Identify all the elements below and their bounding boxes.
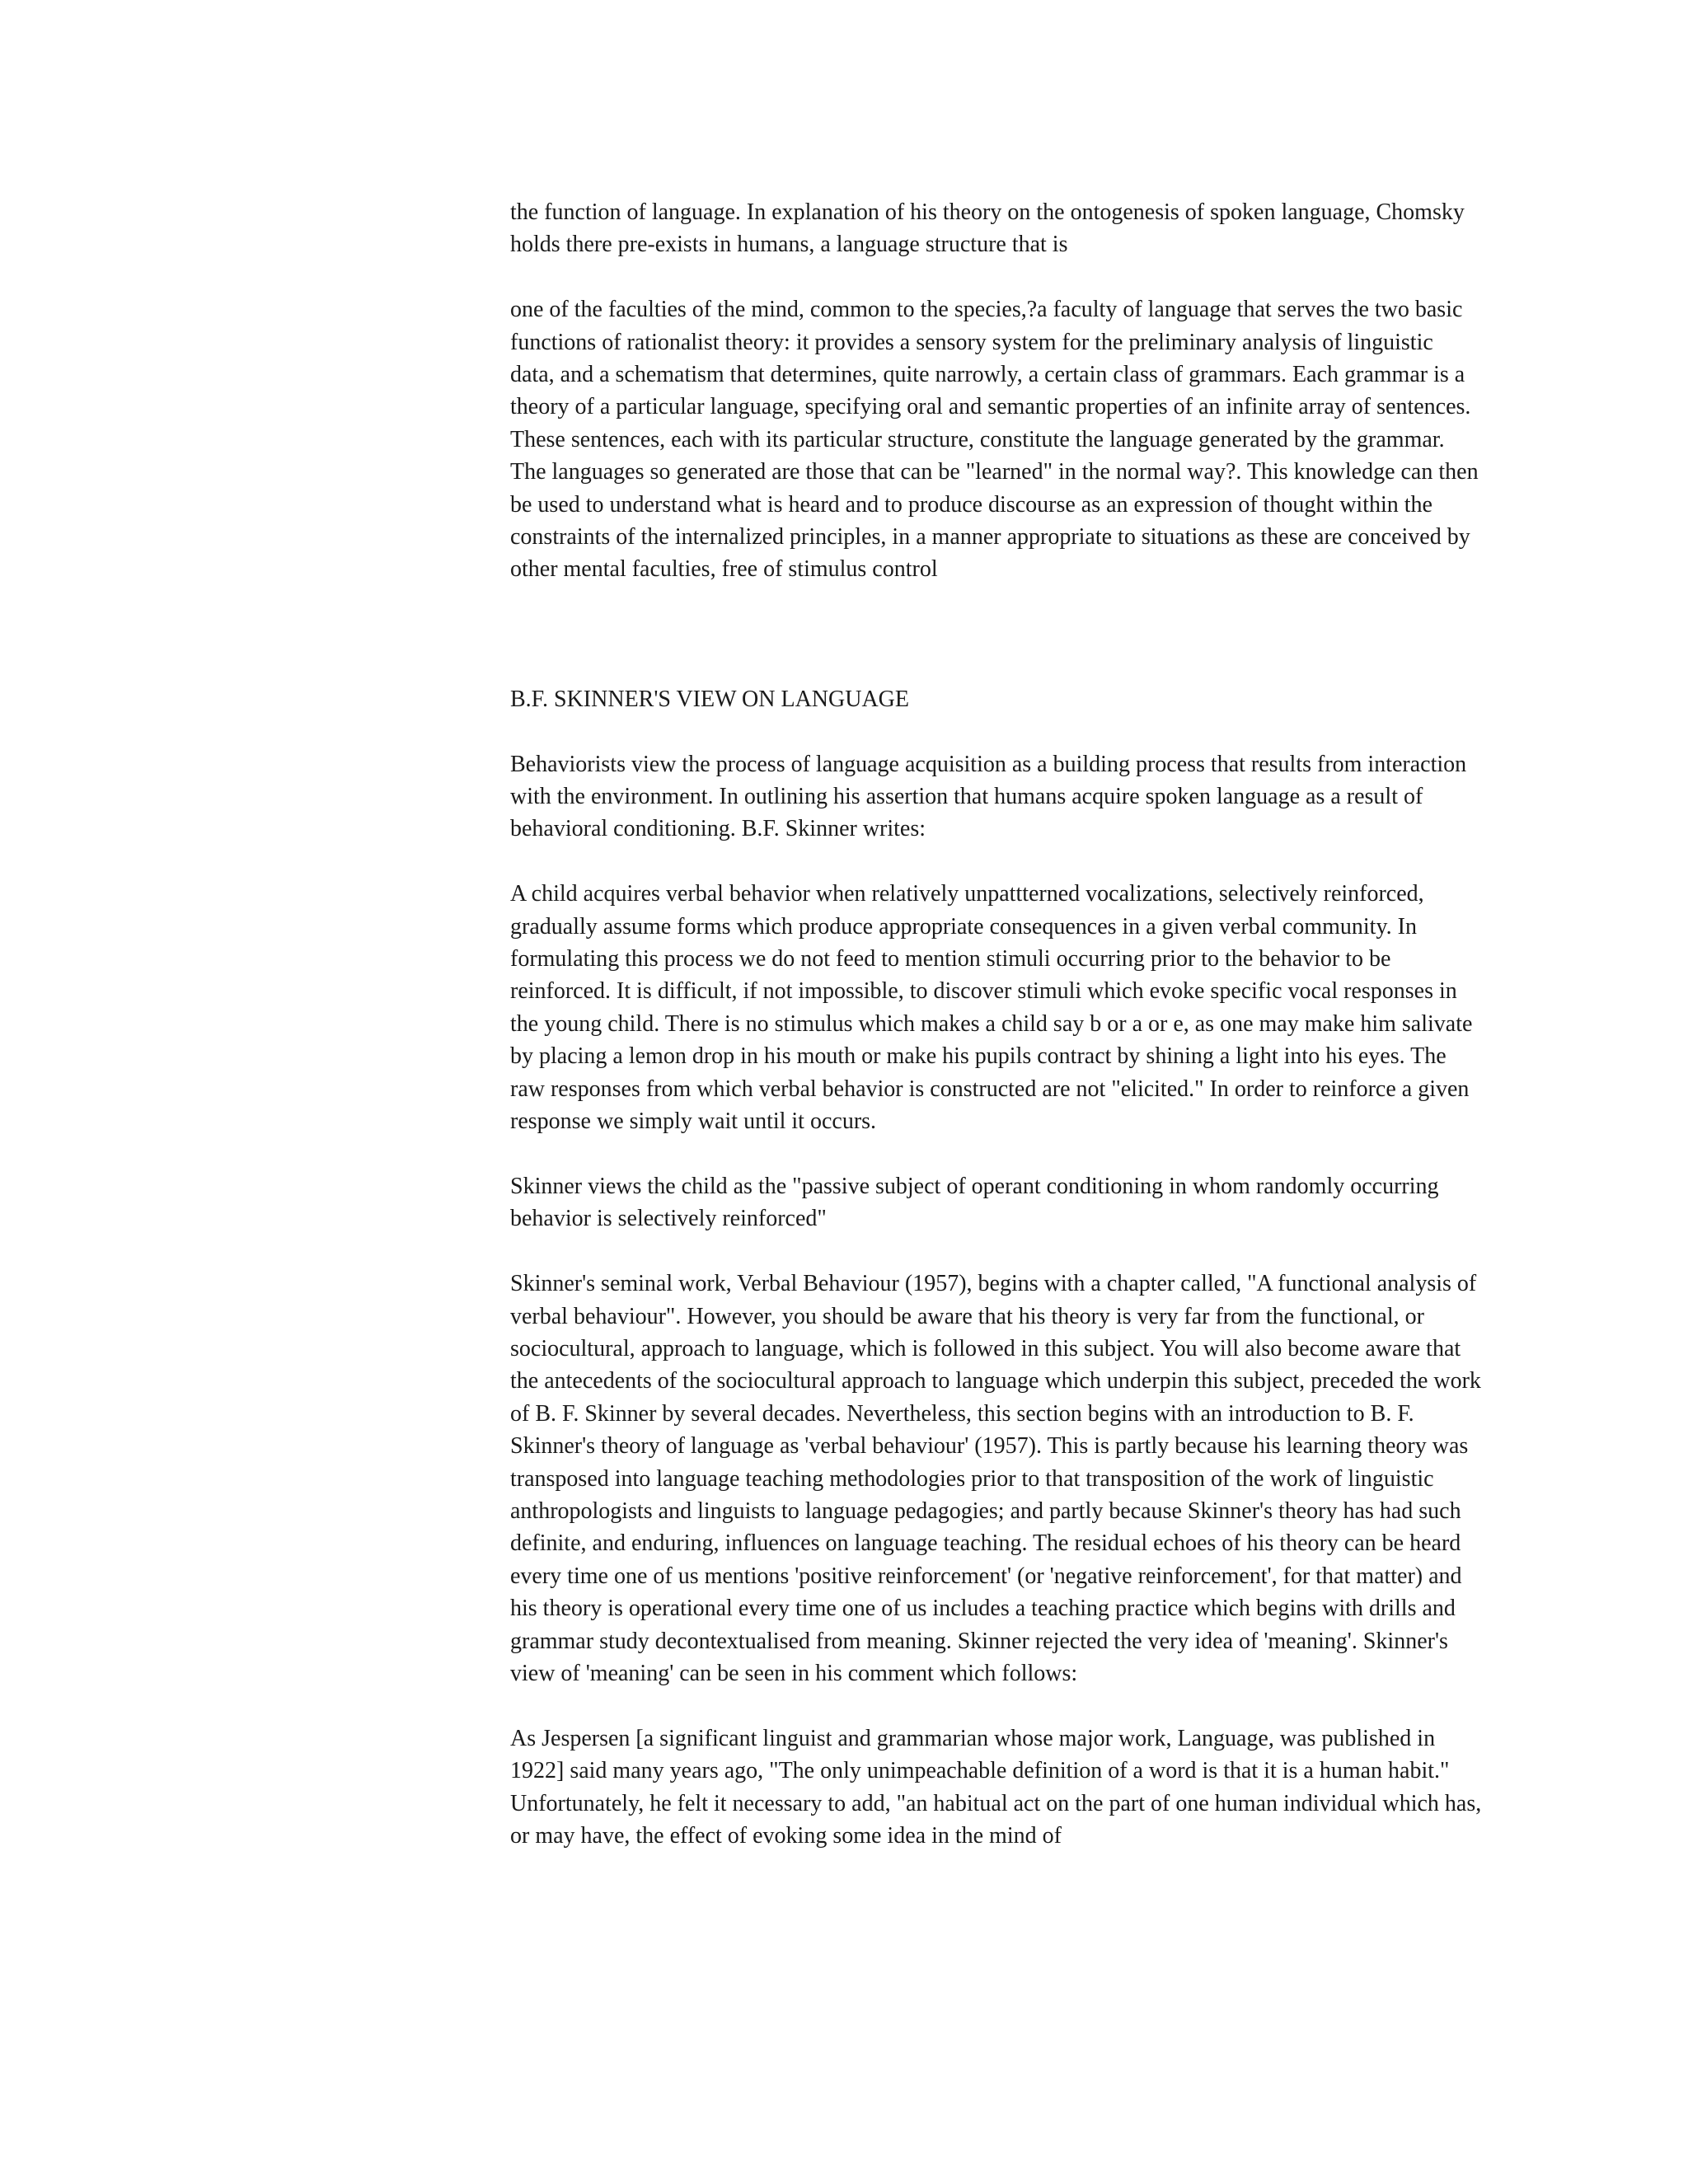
- paragraph-chomsky-quote: one of the faculties of the mind, common to the species,?a faculty of language that serves the two basic functions of rationalist theory: it provides a sensory system for the preliminary analysis of linguistic data, and a schematism that determines, quite narrowly, a certain class of grammars. Each grammar is a theory of a particular language, specifying oral and semantic properties of an infinite array of sentences. These sentences, each with its particular structure, constitute the language generated by the grammar. The languages so generated are those that can be "learned" in the normal way?. This knowledge can then be used to understand what is heard and to produce discourse as an expression of thought within the constraints of the internalized principles, in a manner appropriate to situations as these are conceived by other mental faculties, free of stimulus control: [510, 297, 1479, 583]
- paragraph-skinner-quote: A child acquires verbal behavior when relatively unpattterned vocalizations, selectively reinforced, gradually assume forms which produce appropriate consequences in a given verbal community. In formulating this process we do not feed to mention stimuli occurring prior to the behavior to be reinforced. It is difficult, if not impossible, to discover stimuli which evoke specific vocal responses in the young child. There is no stimulus which makes a child say b or a or e, as one may make him salivate by placing a lemon drop in his mouth or make his pupils contract by shining a light into his eyes. The raw responses from which verbal behavior is constructed are not "elicited." In order to reinforce a given response we simply wait until it occurs.: [510, 881, 1473, 1135]
- paragraph-behaviorists: Behaviorists view the process of language acquisition as a building process that results from interaction with the environment. In outlining his assertion that humans acquire spoken language as a result of behavioral conditioning. B.F. Skinner writes:: [510, 751, 1467, 842]
- paragraph-chomsky-intro: the function of language. In explanation of his theory on the ontogenesis of spoken language, Chomsky holds there pre-exists in humans, a language structure that is: [510, 199, 1465, 258]
- paragraph-verbal-behaviour: Skinner's seminal work, Verbal Behaviour (1957), begins with a chapter called, "A functional analysis of verbal behaviour". However, you should be aware that his theory is very far from the functional, or sociocultural, approach to language, which is followed in this subject. You will also become aware that the antecedents of the sociocultural approach to language which underpin this subject, preceded the work of B. F. Skinner by several decades. Nevertheless, this section begins with an introduction to B. F. Skinner's theory of language as 'verbal behaviour' (1957). This is partly because his learning theory was transposed into language teaching methodologies prior to that transposition of the work of linguistic anthropologists and linguists to language pedagogies; and partly because Skinner's theory has had such definite, and enduring, influences on language teaching. The residual echoes of his theory can be heard every time one of us mentions 'positive reinforcement' (or 'negative reinforcement', for that matter) and his theory is operational every time one of us includes a teaching practice which begins with drills and grammar study decontextualised from meaning. Skinner rejected the very idea of 'meaning'. Skinner's view of 'meaning' can be seen in his comment which follows:: [510, 1271, 1481, 1686]
- paragraph-passive-subject: Skinner views the child as the "passive subject of operant conditioning in whom randomly occurring behavior is selectively reinforced": [510, 1173, 1439, 1232]
- paragraph-jespersen: As Jespersen [a significant linguist and grammarian whose major work, Language, was published in 1922] said many years ago, "The only unimpeachable definition of a word is that it is a human habit." Unfortunately, he felt it necessary to add, "an habitual act on the part of one human individual which has, or may have, the effect of evoking some idea in the mind of: [510, 1725, 1482, 1849]
- text-column: [510, 196, 1483, 1885]
- section-heading: B.F. SKINNER'S VIEW ON LANGUAGE: [510, 686, 909, 712]
